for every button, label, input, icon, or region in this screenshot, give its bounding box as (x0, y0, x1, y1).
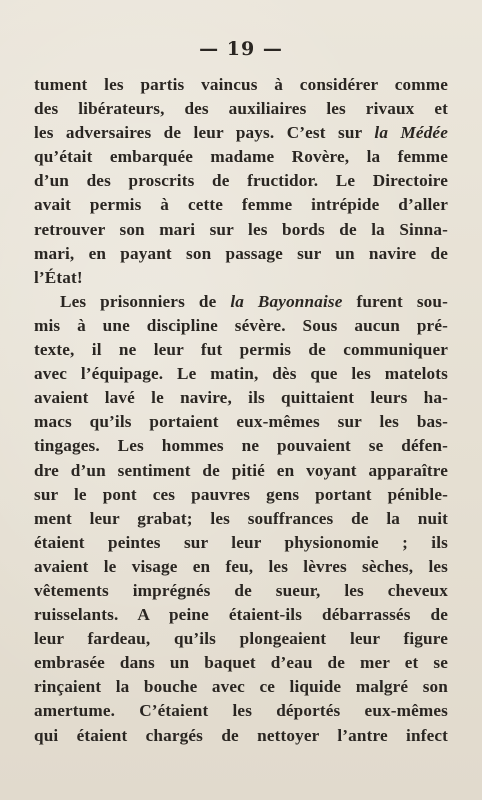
text-segment: amertume. C’étaient les déportés eux-mêmes (34, 701, 448, 721)
text-line (34, 242, 448, 266)
text-segment: avaient lavé le navire, ils quittaient leurs ha- (34, 388, 448, 408)
text-line (34, 603, 448, 627)
text-line (34, 386, 448, 410)
italic-title: la Médée (374, 123, 448, 143)
text-line (34, 531, 448, 555)
text-segment: avec l’équipage. Le matin, dès que les matelots (34, 364, 448, 384)
text-segment: furent sou- (342, 291, 448, 311)
text-line (34, 675, 448, 699)
text-line (34, 218, 448, 242)
text-segment: étaient peintes sur leur physionomie ; ils (34, 532, 448, 552)
text-line (34, 73, 448, 97)
text-line (34, 459, 448, 483)
text-line (34, 290, 448, 314)
text-line (34, 338, 448, 362)
text-line (34, 314, 448, 338)
text-line (34, 699, 448, 723)
text-segment: qui étaient chargés de nettoyer l’antre infect (34, 725, 448, 745)
text-segment: l’État! (34, 267, 83, 287)
text-line (34, 97, 448, 121)
text-line (34, 121, 448, 145)
text-segment: sur le pont ces pauvres gens portant pénible- (34, 484, 448, 504)
text-line (34, 410, 448, 434)
text-segment: qu’était embarquée madame Rovère, la femme (34, 147, 448, 167)
text-segment: ment leur grabat; les souffrances de la nuit (34, 508, 448, 528)
text-segment: mari, en payant son passage sur un navire de (34, 243, 448, 263)
text-line (34, 169, 448, 193)
text-line (34, 362, 448, 386)
text-segment: d’un des proscrits de fructidor. Le Directoire (34, 171, 448, 191)
text-line (34, 724, 448, 748)
page-number: — 19 — (199, 38, 283, 60)
text-segment: embrasée dans un baquet d’eau de mer et se (34, 653, 448, 673)
text-segment: des libérateurs, des auxiliaires les rivaux et (34, 99, 448, 119)
text-segment: avaient le visage en feu, les lèvres sèches, les (34, 556, 448, 576)
text-segment: avait permis à cette femme intrépide d’aller (34, 195, 448, 215)
text-segment: les adversaires de leur pays. C’est sur (34, 123, 375, 143)
text-segment: mis à une discipline sévère. Sous aucun pré- (34, 315, 448, 335)
text-line (34, 193, 448, 217)
italic-title: la Bayonnaise (230, 291, 343, 311)
text-line (34, 145, 448, 169)
text-line (34, 507, 448, 531)
text-segment: tingages. Les hommes ne pouvaient se défen- (34, 436, 448, 456)
text-segment: Les prisonniers de (60, 291, 231, 311)
text-line (34, 266, 448, 290)
text-line (34, 434, 448, 458)
text-segment: dre d’un sentiment de pitié en voyant apparaître (34, 460, 448, 480)
text-line (34, 579, 448, 603)
text-segment: macs qu’ils portaient eux-mêmes sur les bas- (34, 412, 448, 432)
text-segment: retrouver son mari sur les bords de la Sinna- (34, 219, 448, 239)
text-line (34, 483, 448, 507)
text-line (34, 651, 448, 675)
text-segment: ruisselants. A peine étaient-ils débarrassés de (34, 605, 448, 625)
text-segment: rinçaient la bouche avec ce liquide malgré son (34, 677, 448, 697)
text-line (34, 555, 448, 579)
text-segment: leur fardeau, qu’ils plongeaient leur figure (34, 629, 448, 649)
body-text (34, 73, 448, 748)
text-segment: texte, il ne leur fut permis de communiquer (34, 340, 448, 360)
text-line (34, 627, 448, 651)
text-segment: tument les partis vaincus à considérer comme (34, 75, 448, 94)
text-segment: vêtements imprégnés de sueur, les cheveux (34, 580, 448, 600)
